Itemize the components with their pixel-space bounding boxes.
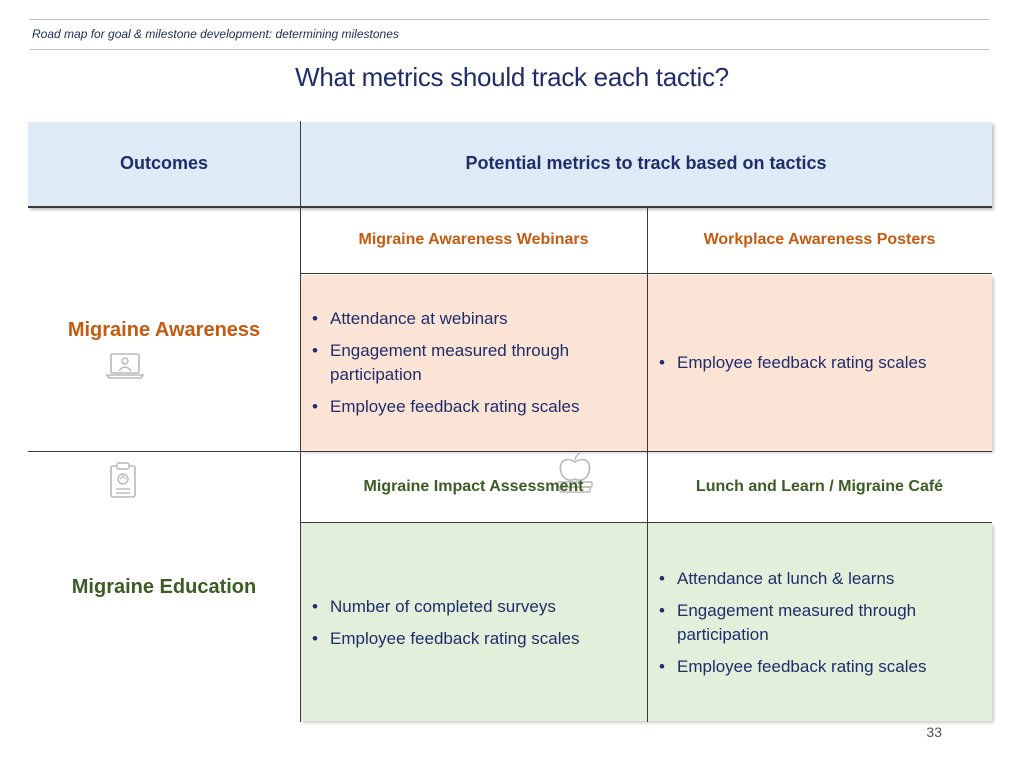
- clipboard-icon: [108, 461, 138, 504]
- posters-metrics-list: [657, 351, 987, 383]
- slide-subtitle: Road map for goal & milestone development: determining milestones: [32, 27, 399, 41]
- tactic-impact-assessment: Migraine Impact Assessment: [363, 478, 584, 495]
- outcome-migraine-education: Migraine Education: [71, 576, 257, 598]
- grid-vline-middle: [647, 207, 648, 722]
- tactic-awareness-posters: Workplace Awareness Posters: [703, 231, 936, 248]
- list-item: • Employee feedback rating scales: [310, 627, 640, 651]
- grid-hrule-ed-tactics: [300, 522, 992, 523]
- list-item: • Engagement measured through participation: [657, 599, 987, 647]
- top-rule: [30, 19, 989, 20]
- grid-vline-main: [300, 121, 301, 722]
- tactic-awareness-webinars: Migraine Awareness Webinars: [358, 231, 589, 248]
- list-item: • Number of completed surveys: [310, 595, 640, 619]
- table-header-row: [28, 122, 992, 208]
- subtitle-rule: [30, 49, 989, 50]
- page-number: 33: [926, 724, 942, 740]
- webinars-metrics-list: [310, 307, 640, 427]
- assessment-metrics-list: [310, 595, 640, 659]
- list-item: • Attendance at lunch & learns: [657, 567, 987, 591]
- metrics-column-header: Potential metrics to track based on tactics: [465, 153, 827, 173]
- list-item: • Employee feedback rating scales: [657, 655, 987, 679]
- slide-title: What metrics should track each tactic?: [295, 62, 729, 92]
- tactic-lunch-and-learn: Lunch and Learn / Migraine Café: [695, 478, 944, 495]
- list-item: • Employee feedback rating scales: [657, 351, 987, 375]
- list-item: • Employee feedback rating scales: [310, 395, 640, 419]
- laptop-icon: [106, 352, 144, 385]
- outcomes-column-header: Outcomes: [119, 153, 209, 173]
- list-item: • Engagement measured through participation: [310, 339, 640, 387]
- lunch-learn-metrics-list: [657, 567, 987, 687]
- list-item: • Attendance at webinars: [310, 307, 640, 331]
- grid-hrule-aw-tactics: [300, 273, 992, 274]
- outcome-migraine-awareness: Migraine Awareness: [67, 319, 261, 341]
- grid-hrule-row-divider: [28, 451, 992, 452]
